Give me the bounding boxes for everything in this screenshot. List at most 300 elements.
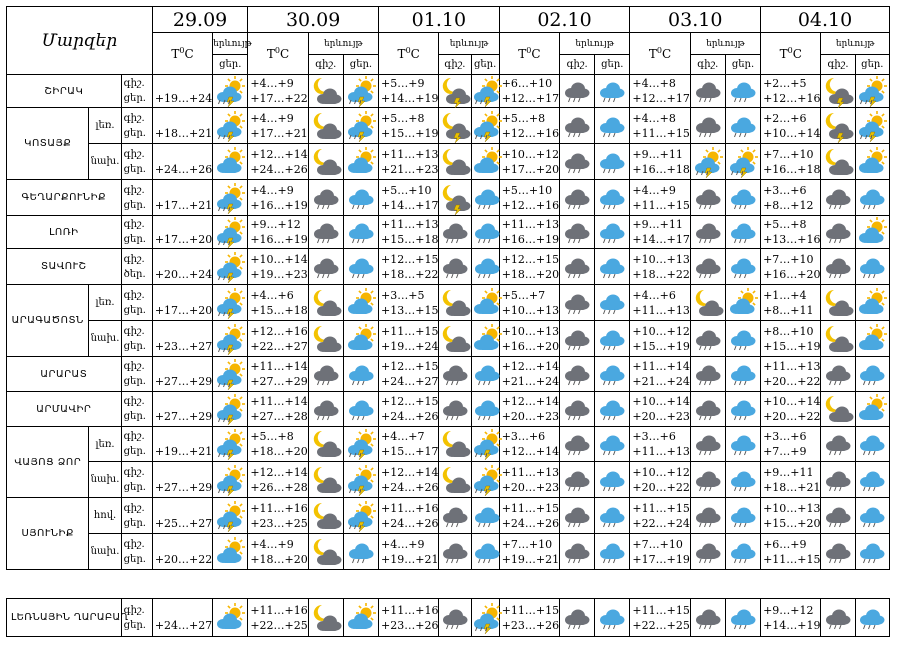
temp-day-value: +21…+24: [501, 375, 560, 388]
temp-night-value: +11…+13: [501, 465, 560, 479]
day-label: ցեր.: [123, 411, 146, 422]
weather-icon: [213, 180, 248, 216]
temp-day-value: +16…+18: [763, 162, 821, 176]
region-name: ԱՐԱԳԱԾՈՏՆ: [7, 285, 89, 357]
night-label: գիշ.: [123, 431, 145, 442]
day-weather-icon: [725, 108, 760, 144]
temperature-cell: [248, 180, 308, 216]
day-weather-icon: [855, 321, 889, 357]
temperature-cell: [761, 144, 821, 180]
temperature-cell: [152, 357, 212, 392]
temp-day-value: +20…+23: [501, 480, 560, 494]
night-weather-icon: [439, 108, 471, 144]
temp-night-value: +11…+16: [381, 603, 439, 617]
night-weather-icon: [560, 427, 595, 462]
temperature-cell: [761, 534, 821, 570]
day-label: ցեր.: [123, 517, 146, 529]
temp-day-value: +17…+21: [250, 126, 308, 140]
night-weather-icon: [308, 180, 343, 216]
temp-night-value: +11…+15: [632, 603, 690, 617]
night-subheader: գիշ.: [821, 55, 855, 75]
temp-degree: 0: [405, 46, 411, 55]
temperature-cell: [499, 462, 559, 498]
day-weather-icon: [725, 321, 760, 357]
temp-day-value: +11…+13: [632, 445, 690, 458]
day-weather-icon: [595, 462, 630, 498]
temp-day-value: +16…+19: [250, 233, 308, 246]
temp-day-value: +13…+16: [763, 233, 821, 246]
temperature-cell: [248, 534, 308, 570]
sub-zone-label: նախ.: [89, 534, 121, 570]
temp-day-value: +24…+26: [381, 410, 439, 423]
day-night-labels: [121, 180, 152, 216]
temperature-cell: [761, 249, 821, 285]
day-weather-icon: [471, 392, 499, 427]
day-weather-icon: [343, 75, 378, 108]
weather-icon: [213, 357, 248, 392]
day-weather-icon: [855, 534, 889, 570]
night-label: գիշ.: [123, 219, 145, 230]
phenomenon-header: երևույթ: [308, 33, 378, 55]
night-weather-icon: [439, 357, 471, 392]
day-weather-icon: [595, 357, 630, 392]
temp-day-value: +15…+19: [632, 339, 690, 353]
night-weather-icon: [560, 180, 595, 216]
temp-day-value: +8…+12: [763, 198, 814, 212]
temp-day-value: +18…+21: [154, 126, 213, 140]
temperature-cell: [761, 357, 821, 392]
temp-night-value: +11…+13: [381, 218, 439, 231]
temperature-cell: [152, 462, 212, 498]
temperature-cell: [630, 144, 690, 180]
temp-night-value: +4…+9: [250, 183, 294, 197]
night-weather-icon: [439, 599, 471, 637]
temperature-cell: [630, 534, 690, 570]
temp-night-value: +2…+5: [763, 77, 807, 90]
temp-day-value: +10…+14: [763, 126, 821, 140]
night-weather-icon: [821, 392, 855, 427]
temperature-cell: [379, 216, 439, 249]
temperature-cell: [761, 427, 821, 462]
day-label: ցեր.: [123, 376, 146, 387]
temp-night-value: +10…+14: [632, 395, 690, 408]
temperature-cell: [761, 108, 821, 144]
day-weather-icon: [471, 180, 499, 216]
temp-night-value: +12…+15: [381, 395, 439, 408]
night-weather-icon: [560, 75, 595, 108]
night-weather-icon: [308, 498, 343, 534]
region-name: ԿՈՏԱՅՔ: [7, 108, 89, 180]
region-name: ՍՅՈՒՆԻՔ: [7, 498, 89, 570]
day-weather-icon: [343, 357, 378, 392]
day-night-labels: [121, 75, 152, 108]
temperature-cell: [248, 498, 308, 534]
day-subheader: ցեր.: [213, 55, 248, 75]
night-weather-icon: [690, 321, 725, 357]
night-weather-icon: [308, 285, 343, 321]
temp-unit: C: [279, 47, 290, 61]
temp-night-value: +7…+10: [501, 537, 553, 551]
night-weather-icon: [821, 599, 855, 637]
temp-day-value: +14…+19: [381, 92, 439, 105]
night-label: գիշ.: [123, 112, 145, 124]
temperature-cell: [630, 462, 690, 498]
day-subheader: ցեր.: [725, 55, 760, 75]
region-row: [7, 216, 890, 249]
temp-day-value: +12…+17: [632, 92, 690, 105]
karabakh-row: [7, 599, 890, 637]
day-weather-icon: [471, 249, 499, 285]
temp-night-value: +11…+15: [501, 501, 560, 515]
night-weather-icon: [560, 108, 595, 144]
temperature-cell: [379, 498, 439, 534]
night-weather-icon: [690, 392, 725, 427]
temperature-cell: [630, 392, 690, 427]
temperature-cell: [379, 75, 439, 108]
night-weather-icon: [821, 462, 855, 498]
region-name: ԳԵՂԱՐՔՈՒՆԻՔ: [7, 180, 122, 216]
night-weather-icon: [821, 180, 855, 216]
day-weather-icon: [471, 357, 499, 392]
temperature-cell: [379, 285, 439, 321]
temp-day-value: +11…+15: [632, 126, 690, 140]
sub-zone-label: հով.: [89, 498, 121, 534]
day-weather-icon: [595, 216, 630, 249]
temp-night-value: +6…+10: [501, 77, 553, 90]
day-label: ցեր.: [123, 234, 146, 245]
night-weather-icon: [690, 285, 725, 321]
temp-day-value: +20…+22: [763, 375, 821, 388]
night-weather-icon: [690, 427, 725, 462]
weather-icon: [213, 144, 248, 180]
weather-icon: [213, 462, 248, 498]
day-weather-icon: [343, 180, 378, 216]
temperature-cell: [630, 498, 690, 534]
night-subheader: գիշ.: [690, 55, 725, 75]
temp-symbol: T: [171, 47, 180, 61]
temp-day-value: +12…+14: [501, 445, 560, 458]
temperature-cell: [248, 144, 308, 180]
temp-day-value: +13…+15: [381, 303, 439, 317]
night-weather-icon: [821, 144, 855, 180]
temp-day-value: +15…+17: [381, 445, 439, 458]
night-weather-icon: [560, 357, 595, 392]
temp-night-value: +12…+15: [381, 360, 439, 373]
night-weather-icon: [439, 462, 471, 498]
region-row: [7, 180, 890, 216]
night-weather-icon: [821, 75, 855, 108]
night-weather-icon: [560, 285, 595, 321]
temp-night-value: +1…+4: [763, 288, 807, 302]
sub-zone-label: նախ.: [89, 144, 121, 180]
temp-day-value: +19…+21: [381, 552, 439, 566]
day-label: ցեր.: [123, 619, 146, 631]
temperature-cell: [630, 321, 690, 357]
temp-day-value: +20…+22: [632, 480, 690, 494]
temperature-cell: [152, 534, 212, 570]
night-weather-icon: [690, 75, 725, 108]
temp-night-value: +11…+16: [250, 501, 308, 515]
temperature-cell: [379, 108, 439, 144]
temp-symbol: T: [518, 47, 527, 61]
temp-night-value: +10…+14: [763, 395, 821, 408]
night-weather-icon: [821, 216, 855, 249]
temp-symbol: T: [397, 47, 406, 61]
temperature-cell: [152, 321, 212, 357]
temperature-cell: [499, 321, 559, 357]
day-weather-icon: [855, 249, 889, 285]
temperature-cell: [499, 357, 559, 392]
temp-night-value: +6…+9: [763, 537, 807, 551]
night-weather-icon: [439, 216, 471, 249]
day-weather-icon: [725, 75, 760, 108]
day-night-labels: [121, 249, 152, 285]
temperature-cell: [152, 392, 212, 427]
temperature-cell: [761, 462, 821, 498]
weather-icon: [213, 599, 248, 637]
night-weather-icon: [821, 498, 855, 534]
night-weather-icon: [439, 534, 471, 570]
day-weather-icon: [343, 216, 378, 249]
temperature-cell: [499, 249, 559, 285]
temperature-cell: [630, 427, 690, 462]
night-label: գիշ.: [123, 466, 145, 478]
temp-unit: C: [410, 47, 420, 61]
day-weather-icon: [855, 216, 889, 249]
temperature-cell: [379, 427, 439, 462]
night-weather-icon: [560, 144, 595, 180]
night-weather-icon: [560, 462, 595, 498]
temp-day-value: +24…+27: [154, 618, 213, 632]
temperature-cell: [379, 534, 439, 570]
temp-day-value: +12…+17: [501, 92, 560, 105]
temp-day-value: +24…+26: [381, 480, 439, 494]
day-weather-icon: [595, 144, 630, 180]
temp-symbol: T: [779, 47, 788, 61]
night-weather-icon: [308, 357, 343, 392]
temp-day-value: +18…+22: [632, 267, 690, 281]
temp-night-value: +9…+11: [632, 147, 683, 161]
day-label: ցեր.: [123, 199, 146, 211]
temp-symbol: T: [648, 47, 657, 61]
day-weather-icon: [343, 392, 378, 427]
temp-day-value: +22…+27: [250, 339, 308, 353]
temperature-cell: [248, 216, 308, 249]
day-weather-icon: [471, 462, 499, 498]
temp-night-value: +4…+8: [632, 111, 676, 125]
temp-day-value: +14…+17: [632, 233, 690, 246]
region-name: ԼԵՌՆԱՅԻՆ ՂԱՐԱԲԱՂ: [7, 599, 122, 637]
night-subheader: գիշ.: [439, 55, 471, 75]
day-weather-icon: [855, 180, 889, 216]
night-weather-icon: [308, 534, 343, 570]
temp-day-value: +18…+21: [763, 480, 821, 494]
temp-day-value: +22…+25: [250, 618, 308, 632]
day-weather-icon: [595, 249, 630, 285]
day-night-labels: [121, 216, 152, 249]
temp-day-value: +14…+19: [763, 618, 821, 632]
day-label: ցեր.: [123, 93, 146, 104]
temp-day-value: +7…+9: [763, 445, 807, 458]
weather-icon: [213, 216, 248, 249]
temperature-cell: [761, 285, 821, 321]
day-weather-icon: [855, 285, 889, 321]
weather-icon: [213, 392, 248, 427]
temperature-cell: [152, 285, 212, 321]
night-weather-icon: [439, 75, 471, 108]
temp-degree: 0: [526, 46, 532, 55]
night-weather-icon: [560, 216, 595, 249]
day-label: ցեր.: [123, 481, 146, 493]
day-weather-icon: [471, 321, 499, 357]
temp-night-value: +10…+12: [501, 147, 560, 161]
temp-day-value: +23…+26: [501, 618, 560, 632]
night-weather-icon: [560, 392, 595, 427]
temp-night-value: +11…+14: [632, 360, 690, 373]
day-weather-icon: [595, 321, 630, 357]
temperature-cell: [152, 180, 212, 216]
temp-day-value: +15…+20: [763, 516, 821, 530]
temp-night-value: +11…+15: [632, 501, 690, 515]
temp-day-value: +18…+22: [381, 267, 439, 281]
day-night-labels: [121, 392, 152, 427]
temp-night-value: +12…+14: [501, 360, 560, 373]
day-weather-icon: [725, 180, 760, 216]
night-weather-icon: [439, 427, 471, 462]
temp-degree: 0: [656, 46, 663, 55]
temp-day-value: +16…+20: [501, 339, 560, 353]
temperature-cell: [248, 249, 308, 285]
temp-night-value: +3…+6: [763, 430, 807, 443]
temperature-cell: [630, 285, 690, 321]
temp-night-value: +5…+10: [501, 183, 553, 197]
weather-icon: [213, 285, 248, 321]
night-weather-icon: [439, 285, 471, 321]
day-weather-icon: [343, 144, 378, 180]
temp-day-value: +20…+22: [154, 552, 213, 566]
day-night-labels: [121, 321, 152, 357]
day-weather-icon: [471, 599, 499, 637]
temp-night-value: +5…+7: [501, 288, 546, 302]
temp-day-value: +24…+26: [501, 516, 560, 530]
night-weather-icon: [439, 498, 471, 534]
temperature-header: [761, 33, 821, 75]
temperature-cell: [379, 462, 439, 498]
day-weather-icon: [725, 462, 760, 498]
temp-symbol: T: [266, 47, 275, 61]
region-name: ԱՐԱՐԱՏ: [7, 357, 122, 392]
night-label: գիշ.: [123, 325, 145, 337]
night-label: գիշ.: [123, 78, 145, 89]
night-label: գիշ.: [123, 396, 145, 407]
day-subheader: ցեր.: [343, 55, 378, 75]
temp-night-value: +12…+14: [381, 465, 439, 479]
region-row: [7, 357, 890, 392]
day-weather-icon: [343, 285, 378, 321]
date-header: 03.10: [630, 7, 761, 33]
karabakh-table: [6, 598, 890, 637]
day-night-labels: [121, 108, 152, 144]
temp-night-value: +11…+15: [501, 603, 560, 617]
region-row: [7, 498, 890, 534]
night-label: գիշ.: [123, 538, 145, 550]
day-weather-icon: [855, 144, 889, 180]
temperature-cell: [152, 108, 212, 144]
day-weather-icon: [725, 427, 760, 462]
day-weather-icon: [725, 392, 760, 427]
temp-night-value: +11…+16: [381, 501, 439, 515]
temperature-cell: [761, 498, 821, 534]
day-weather-icon: [471, 285, 499, 321]
temperature-cell: [379, 321, 439, 357]
temp-night-value: +4…+9: [250, 77, 294, 90]
night-weather-icon: [308, 427, 343, 462]
temperature-cell: [248, 285, 308, 321]
temp-day-value: +19…+23: [250, 267, 308, 281]
day-weather-icon: [725, 498, 760, 534]
temp-day-value: +8…+11: [763, 303, 814, 317]
region-name: ՎԱՅՈՑ ՁՈՐ: [7, 427, 89, 498]
night-weather-icon: [560, 498, 595, 534]
temp-day-value: +17…+19: [632, 552, 690, 566]
temp-day-value: +23…+26: [381, 618, 439, 632]
temp-night-value: +10…+12: [632, 465, 690, 479]
temperature-cell: [499, 285, 559, 321]
temp-night-value: +9…+12: [250, 218, 301, 231]
temp-night-value: +4…+9: [250, 537, 294, 551]
temp-day-value: +15…+18: [381, 233, 439, 246]
weather-icon: [213, 249, 248, 285]
temperature-cell: [761, 216, 821, 249]
temp-night-value: +8…+10: [763, 324, 814, 338]
region-row: [7, 392, 890, 427]
sub-zone-label: լեռ.: [89, 108, 121, 144]
night-weather-icon: [690, 599, 725, 637]
night-weather-icon: [560, 249, 595, 285]
day-label: ցեր.: [123, 304, 146, 316]
day-weather-icon: [343, 462, 378, 498]
temp-day-value: +11…+15: [632, 198, 690, 212]
day-weather-icon: [725, 216, 760, 249]
temp-night-value: +11…+13: [763, 360, 821, 373]
temp-night-value: +5…+8: [501, 111, 546, 125]
day-weather-icon: [595, 285, 630, 321]
temp-day-value: +17…+22: [250, 92, 308, 105]
day-weather-icon: [855, 108, 889, 144]
temp-day-value: +27…+29: [250, 375, 308, 388]
forecast-table: [6, 6, 890, 570]
day-weather-icon: [725, 144, 760, 180]
temp-day-value: +19…+21: [154, 445, 213, 458]
temp-day-value: +18…+20: [501, 267, 560, 281]
day-weather-icon: [855, 599, 889, 637]
temperature-cell: [248, 599, 308, 637]
temp-day-value: +19…+24: [154, 92, 213, 105]
day-weather-icon: [343, 108, 378, 144]
temp-day-value: +18…+20: [250, 445, 308, 458]
sub-zone-label: լեռ.: [89, 427, 121, 462]
temp-day-value: +20…+23: [501, 410, 560, 423]
temperature-cell: [761, 321, 821, 357]
temp-day-value: +18…+20: [250, 552, 308, 566]
region-row: [7, 75, 890, 108]
day-weather-icon: [595, 392, 630, 427]
temp-day-value: +17…+21: [154, 198, 213, 212]
temp-day-value: +19…+24: [381, 339, 439, 353]
temp-night-value: +10…+13: [763, 501, 821, 515]
temp-day-value: +27…+28: [250, 410, 308, 423]
temp-day-value: +15…+19: [381, 126, 439, 140]
